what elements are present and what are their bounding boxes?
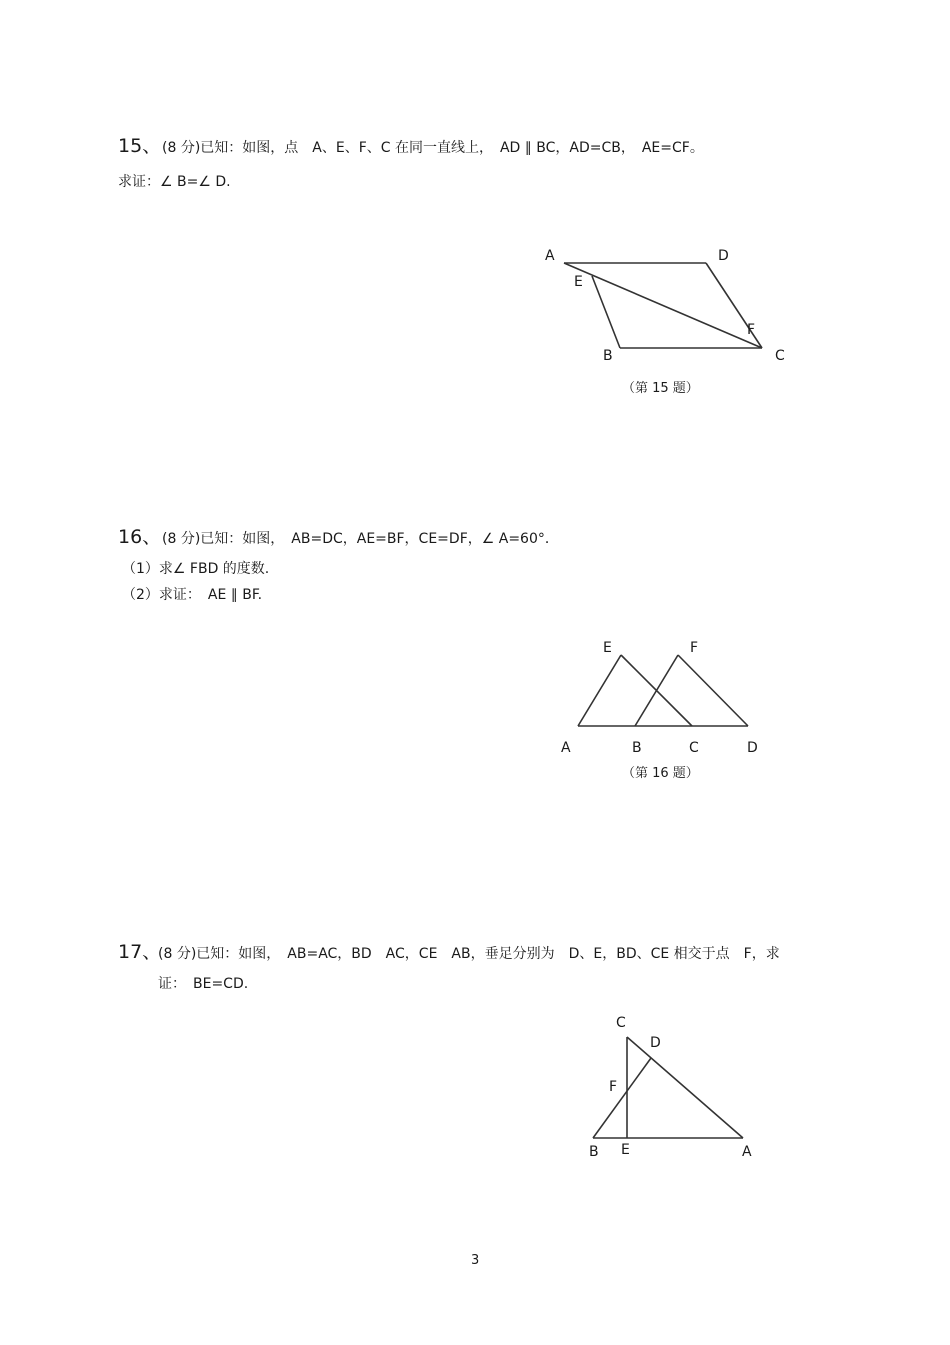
fig16-label-e: E — [603, 640, 612, 656]
fig15-label-f: F — [747, 322, 756, 338]
problem-16-number: 16、 — [118, 526, 162, 548]
fig17-label-e: E — [621, 1142, 630, 1158]
fig16-label-d: D — [747, 740, 758, 756]
fig15-label-c: C — [775, 348, 785, 364]
fig16-label-c: C — [689, 740, 699, 756]
fig16-label-b: B — [632, 740, 642, 756]
fig15-label-b: B — [603, 348, 613, 364]
fig17-label-b: B — [589, 1144, 599, 1160]
fig15-label-a: A — [545, 248, 555, 264]
fig17-label-c: C — [616, 1015, 626, 1031]
problem-17-number: 17、 — [118, 941, 162, 963]
fig17-segment-bd — [593, 1058, 651, 1138]
fig17-label-d: D — [650, 1035, 661, 1051]
page-number: 3 — [471, 1253, 480, 1268]
fig17-label-a: A — [742, 1144, 752, 1160]
fig16-label-f: F — [690, 640, 699, 656]
problem-15-number: 15、 — [118, 135, 162, 157]
problem-16-part-1: （1）求∠ FBD 的度数. — [122, 561, 270, 577]
problem-15-statement: (8 分)已知：如图，点 A、E、F、C 在同一直线上， AD ∥ BC，AD=CB， AE=CF。 — [162, 140, 704, 156]
problem-16-part-2: （2）求证： AE ∥ BF. — [122, 587, 263, 603]
problem-15-prove: 求证：∠ B=∠ D. — [118, 174, 231, 190]
fig17-segment-ca — [627, 1037, 743, 1138]
fig15-label-e: E — [574, 274, 583, 290]
fig15-caption: （第 15 题） — [622, 381, 699, 396]
fig17-label-f: F — [609, 1079, 618, 1095]
fig16-label-a: A — [561, 740, 571, 756]
fig16-caption: （第 16 题） — [622, 766, 699, 781]
fig15-label-d: D — [718, 248, 729, 264]
problem-17-statement: (8 分)已知：如图， AB=AC，BD AC，CE AB，垂足分别为 D、E，BD、CE 相交于点 F，求 — [158, 946, 780, 962]
problem-16-statement: (8 分)已知：如图， AB=DC，AE=BF，CE=DF，∠ A=60°． — [162, 531, 559, 547]
problem-17-prove: 证： BE=CD. — [158, 976, 249, 992]
